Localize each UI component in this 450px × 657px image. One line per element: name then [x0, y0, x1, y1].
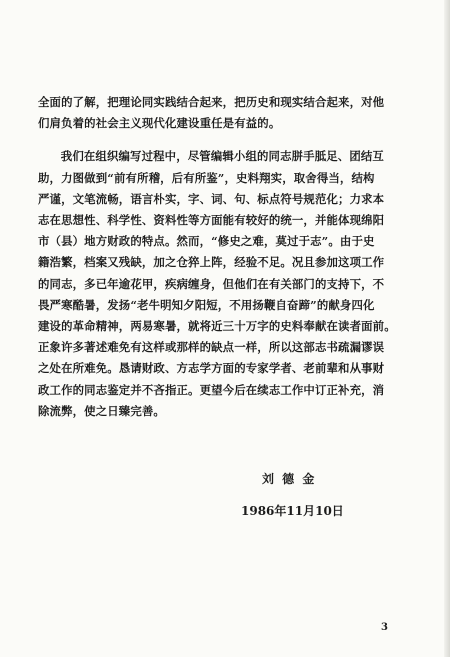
page-number: 3 — [381, 622, 388, 633]
author-signature: 刘 德 金 — [262, 472, 317, 486]
paragraph-continuation: 全面的了解，把理论同实践结合起来，把历史和现实结合起来，对他 们肩负着的社会主义现代化建设重任是有益的。 — [38, 95, 385, 131]
body-text — [38, 92, 420, 422]
paragraph-main: 我们在组织编写过程中，尽管编辑小组的同志胼手胝足、团结互 助，力图做到“前有所稽，后有所鉴”，史料翔实，取舍得当，结构 严谨，文笔流畅，语言朴实，字、词、句、标点符号规范化；力求本 志在思想性、科学性、资料性等方面能有较好的统一，并能体现绵阳 市（县）地方财政的特点。然而，“修史之难，莫过于志”。由于史 籍浩繁，档案又残缺，加之仓猝上阵，经验不足。况且参加这项工作 的同志，多已年逾花甲，疾病缠身，但他们在有关部门的支持下，不 畏严寒酷暑，发扬“老牛明知夕阳短，不用扬鞭自奋蹄”的献身四化 建设的革命精神，两易寒暑，就将近三十万字的史料奉献在读者面前。 正象许多著述难免有这样或那样的缺点一样，所以这部志书疏漏谬误 之处在所难免。恳请财政、方志学方面的专家学者、老前辈和从事财 政工作的同志鉴定并不吝指正。更望今后在续志工作中订正补充，消 除流弊，使之日臻完善。 — [38, 149, 396, 418]
signature-date: 1986年11月10日 — [241, 504, 344, 518]
scan-edge-shadow — [444, 0, 450, 657]
